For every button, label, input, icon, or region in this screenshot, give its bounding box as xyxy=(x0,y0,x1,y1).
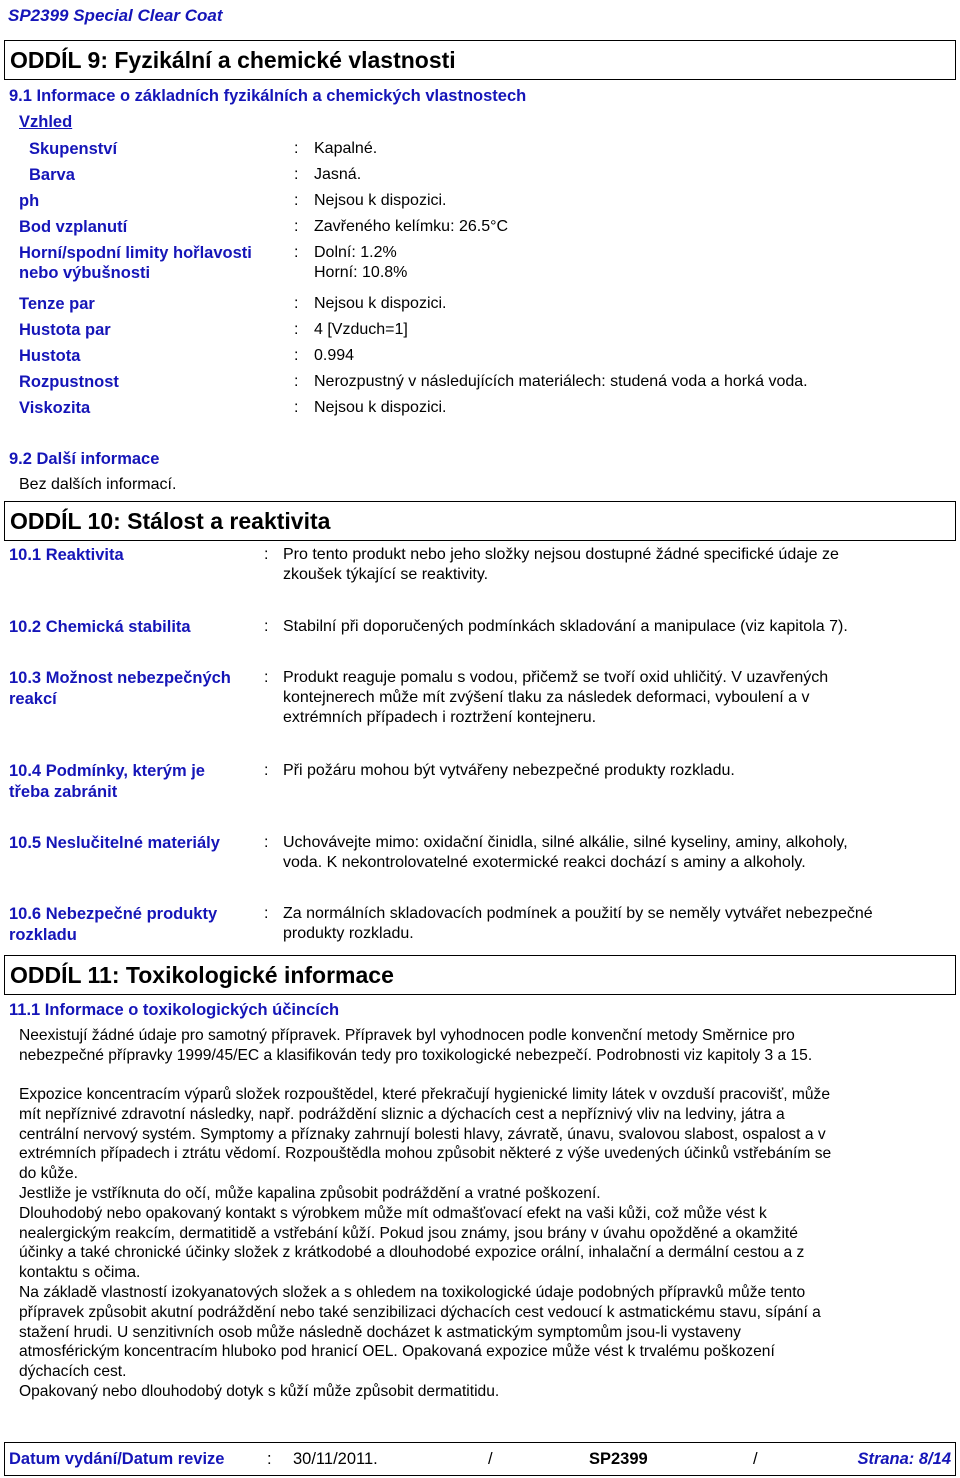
section-10-heading: ODDÍL 10: Stálost a reaktivita xyxy=(4,501,956,541)
property-colon: : xyxy=(294,295,299,312)
paragraph-line: do kůže. xyxy=(19,1165,78,1183)
paragraph-line: nealergickým reakcím, dermatitidě a vstřebání kůží. Pokud jsou známy, jsou brány v úvahu opožděné a okamžité xyxy=(19,1224,798,1242)
stability-item-label: rozkladu xyxy=(9,926,77,944)
footer-date-label: Datum vydání/Datum revize xyxy=(9,1450,225,1468)
stability-item-label: reakcí xyxy=(9,690,57,708)
property-label: Bod vzplanutí xyxy=(19,218,128,236)
property-colon: : xyxy=(294,192,299,209)
property-value: Nejsou k dispozici. xyxy=(314,399,447,416)
paragraph-line: Neexistují žádné údaje pro samotný přípravek. Přípravek byl vyhodnocen podle konvenční metody Směrnice pro xyxy=(19,1027,795,1044)
property-label: Horní/spodní limity hořlavosti xyxy=(19,244,252,262)
stability-item-label: 10.2 Chemická stabilita xyxy=(9,618,191,636)
stability-item-text: produkty rozkladu. xyxy=(283,925,414,942)
property-colon: : xyxy=(294,218,299,235)
property-label: Rozpustnost xyxy=(19,373,119,391)
stability-item-text: Pro tento produkt nebo jeho složky nejsou dostupné žádné specifické údaje ze xyxy=(283,546,839,563)
stability-item-label: třeba zabránit xyxy=(9,783,118,801)
page-footer xyxy=(4,1442,956,1476)
paragraph-line: mít nepříznivé zdravotní následky, např. podráždění sliznic a dýchacích cest a nepříznivý vliv na ledviny, játra a xyxy=(19,1105,785,1123)
appearance-heading: Vzhled xyxy=(19,113,73,131)
stability-item-label: 10.3 Možnost nebezpečných xyxy=(9,669,231,687)
property-value: Jasná. xyxy=(314,166,362,183)
property-value: 0.994 xyxy=(314,347,355,364)
property-value: Zavřeného kelímku: 26.5°C xyxy=(314,218,509,235)
stability-item-label: 10.4 Podmínky, kterým je xyxy=(9,762,205,780)
property-value: Dolní: 1.2% xyxy=(314,244,397,261)
property-label: Skupenství xyxy=(29,140,118,158)
stability-item-text: Uchovávejte mimo: oxidační činidla, silné alkálie, silné kyseliny, aminy, alkoholy, xyxy=(283,834,848,851)
stability-item-label: 10.5 Neslučitelné materiály xyxy=(9,834,220,852)
property-label: Barva xyxy=(29,166,75,184)
stability-item-colon: : xyxy=(264,834,269,851)
property-colon: : xyxy=(294,166,299,183)
stability-item-text: Při požáru mohou být vytvářeny nebezpečné produkty rozkladu. xyxy=(283,762,735,779)
property-value-line-2: Horní: 10.8% xyxy=(314,264,408,281)
stability-item-text: kontejnerech může mít zvýšení tlaku za následek deformaci, vyboulení a v xyxy=(283,689,810,706)
stability-item-text: Stabilní při doporučených podmínkách skladování a manipulace (viz kapitola 7). xyxy=(283,618,848,635)
section-9-heading: ODDÍL 9: Fyzikální a chemické vlastnosti xyxy=(4,40,956,80)
toxicology-paragraph-2 xyxy=(19,1085,954,1402)
section-11-heading: ODDÍL 11: Toxikologické informace xyxy=(4,955,956,995)
stability-item-text: zkoušek týkající se reaktivity. xyxy=(283,566,489,583)
property-value: Kapalné. xyxy=(314,140,378,157)
stability-item-label: 10.1 Reaktivita xyxy=(9,546,124,564)
property-label: Viskozita xyxy=(19,399,91,417)
stability-item-text: Produkt reaguje pomalu s vodou, přičemž se tvoří oxid uhličitý. V uzavřených xyxy=(283,669,829,686)
footer-colon: : xyxy=(267,1450,272,1468)
footer-page-number: Strana: 8/14 xyxy=(857,1450,951,1468)
property-colon: : xyxy=(294,347,299,364)
property-colon: : xyxy=(294,321,299,338)
stability-item-text: Za normálních skladovacích podmínek a použití by se neměly vytvářet nebezpečné xyxy=(283,905,873,922)
property-value: Nejsou k dispozici. xyxy=(314,192,447,209)
property-colon: : xyxy=(294,244,299,261)
stability-item-colon: : xyxy=(264,546,269,563)
paragraph-line: centrální nervový systém. Symptomy a příznaky zahrnují bolesti hlavy, závratě, únavu, svalovou slabost, ospalost a v xyxy=(19,1125,826,1143)
property-label: ph xyxy=(19,192,40,210)
paragraph-line: Opakovaný nebo dlouhodobý dotyk s kůží může způsobit dermatitidu. xyxy=(19,1382,500,1400)
property-label-line-2: nebo výbušnosti xyxy=(19,264,151,282)
paragraph-line: přípravek způsobit akutní podráždění nebo také senzibilizaci dýchacích cest vedoucí k astmatickému stavu, sípání a xyxy=(19,1303,821,1321)
property-label: Hustota xyxy=(19,347,81,365)
paragraph-line: Na základě vlastností izokyanatových složek a s ohledem na toxikologické údaje podobných přípravků může tento xyxy=(19,1283,806,1301)
footer-date: 30/11/2011. xyxy=(293,1450,378,1468)
property-label: Tenze par xyxy=(19,295,95,313)
paragraph-line: účinky a také chronické účinky složek z krátkodobé a dlouhodobé expozice orální, inhalační a dermální cestou a z xyxy=(19,1244,805,1262)
property-colon: : xyxy=(294,140,299,157)
stability-item-colon: : xyxy=(264,762,269,779)
paragraph-line: Jestliže je vstříknuta do očí, může kapalina způsobit podráždění a vratné poškození. xyxy=(19,1184,601,1202)
footer-separator-1: / xyxy=(488,1450,493,1468)
paragraph-line: stažení hrudi. U senzitivních osob může následně docházet k astmatickým symptomům jsou-li vystaveny xyxy=(19,1323,741,1341)
paragraph-line: dýchacích cest. xyxy=(19,1363,127,1381)
property-label: Hustota par xyxy=(19,321,111,339)
paragraph-line: Expozice koncentracím výparů složek rozpouštědel, které překračují hygienické limity látek v ovzduší pracovišť, může xyxy=(19,1086,831,1103)
stability-item-colon: : xyxy=(264,905,269,922)
paragraph-line: nebezpečné přípravky 1999/45/EC a klasifikován tedy pro toxikologické nebezpečí. Podrobnosti viz kapitoly 3 a 15. xyxy=(19,1046,813,1064)
property-colon: : xyxy=(294,399,299,416)
property-value: Nejsou k dispozici. xyxy=(314,295,447,312)
property-value: Nerozpustný v následujících materiálech: studená voda a horká voda. xyxy=(314,373,808,390)
stability-item-text: voda. K nekontrolovatelné exotermické reakci dochází s aminy a alkoholy. xyxy=(283,854,806,871)
property-colon: : xyxy=(294,373,299,390)
document-title: SP2399 Special Clear Coat xyxy=(8,6,223,25)
paragraph-line: extrémních případech i ztrátu vědomí. Rozpouštědla mohou způsobit některé z výše uvedených účinků vstřebáním se xyxy=(19,1145,832,1163)
subsection-9-2: 9.2 Další informace xyxy=(9,450,160,468)
property-value: 4 [Vzduch=1] xyxy=(314,321,408,338)
footer-product-code: SP2399 xyxy=(589,1450,648,1468)
additional-info-text: Bez dalších informací. xyxy=(19,476,177,493)
footer-separator-2: / xyxy=(753,1450,758,1468)
subsection-9-1: 9.1 Informace o základních fyzikálních a chemických vlastnostech xyxy=(9,87,527,105)
toxicology-paragraph-1 xyxy=(19,1026,954,1066)
paragraph-line: kontaktu s očima. xyxy=(19,1264,141,1282)
paragraph-line: atmosférickým koncentracím hluboko pod hranicí OEL. Opakovaná expozice může vést k trvalému poškození xyxy=(19,1343,775,1361)
stability-item-colon: : xyxy=(264,669,269,686)
stability-item-colon: : xyxy=(264,618,269,635)
subsection-11-1: 11.1 Informace o toxikologických účincích xyxy=(9,1001,340,1019)
paragraph-line: Dlouhodobý nebo opakovaný kontakt s výrobkem může mít odmašťovací efekt na vaši kůži, což může vést k xyxy=(19,1204,767,1222)
stability-item-label: 10.6 Nebezpečné produkty xyxy=(9,905,218,923)
stability-item-text: extrémních případech i roztržení kontejneru. xyxy=(283,709,597,726)
